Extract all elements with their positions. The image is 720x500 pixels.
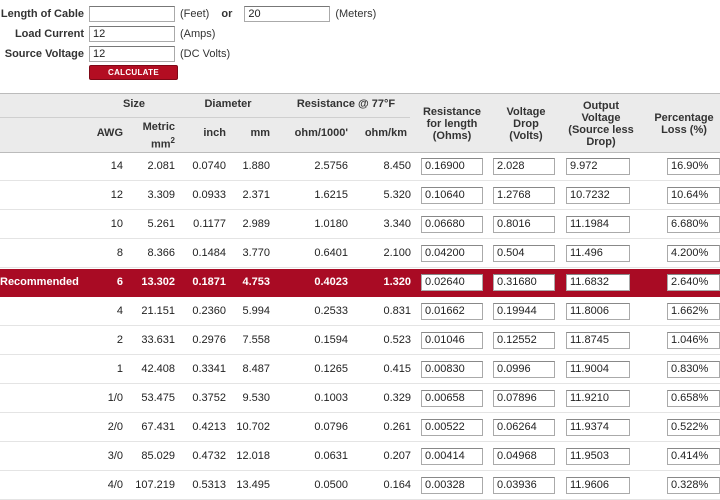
loss-box: 1.046% <box>667 332 720 349</box>
table-row <box>0 211 720 239</box>
inch-cell: 0.4732 <box>192 450 226 462</box>
mm-cell: 7.558 <box>242 334 270 346</box>
vout-box: 9.972 <box>566 158 630 175</box>
ohmkm-cell: 0.207 <box>383 450 411 462</box>
ohmkm-cell: 0.329 <box>383 392 411 404</box>
vdrop-box: 0.19944 <box>493 303 555 320</box>
ohmkm-cell: 0.261 <box>383 421 411 433</box>
vdrop-box: 0.04968 <box>493 448 555 465</box>
ohmkm-cell: 0.831 <box>383 305 411 317</box>
ohm1000-cell: 0.1003 <box>314 392 348 404</box>
ohmkm-cell: 0.523 <box>383 334 411 346</box>
inch-cell: 0.1871 <box>192 276 226 288</box>
loss-box: 0.328% <box>667 477 720 494</box>
awg-cell: 10 <box>110 218 123 230</box>
meters-input[interactable] <box>244 6 330 22</box>
loss-box: 1.662% <box>667 303 720 320</box>
vdrop-box: 1.2768 <box>493 187 555 204</box>
current-row <box>0 25 215 43</box>
vdrop-box: 2.028 <box>493 158 555 175</box>
resistance-group-header: Resistance @ 77°F <box>296 98 396 110</box>
mm-cell: 13.495 <box>236 479 270 491</box>
table-row <box>0 356 720 384</box>
table-header <box>0 93 720 153</box>
voltage-unit: (DC Volts) <box>180 48 231 60</box>
size-group-header: Size <box>122 98 145 110</box>
table-row <box>0 472 720 500</box>
vdrop-box: 0.12552 <box>493 332 555 349</box>
ohm1000-cell: 0.0631 <box>314 450 348 462</box>
metric-cell: 85.029 <box>141 450 175 462</box>
vout-box: 11.9374 <box>566 419 630 436</box>
vout-box: 10.7232 <box>566 187 630 204</box>
vout-box: 11.9210 <box>566 390 630 407</box>
meters-unit: (Meters) <box>335 8 377 20</box>
vdrop-box: 0.07896 <box>493 390 555 407</box>
loss-box: 0.658% <box>667 390 720 407</box>
metric-cell: 13.302 <box>141 276 175 288</box>
metric-header-sup: 2 <box>170 136 175 145</box>
inch-cell: 0.0933 <box>192 189 226 201</box>
length-label: Length of Cable <box>0 8 84 20</box>
inch-cell: 0.2360 <box>192 305 226 317</box>
metric-header-line1: Metric <box>142 121 175 133</box>
vout-box: 11.9503 <box>566 448 630 465</box>
cable-calculator-form <box>0 0 720 90</box>
inch-cell: 0.3752 <box>192 392 226 404</box>
vout-box: 11.496 <box>566 245 630 262</box>
mm-cell: 5.994 <box>242 305 270 317</box>
table-row <box>0 327 720 355</box>
ohmkm-cell: 0.415 <box>383 363 411 375</box>
vout-box: 11.9004 <box>566 361 630 378</box>
ohmkm-cell: 1.320 <box>383 276 411 288</box>
loss-box: 10.64% <box>667 187 720 204</box>
or-label: or <box>221 8 233 20</box>
ohm1000-cell: 2.5756 <box>314 160 348 172</box>
vout-box: 11.9606 <box>566 477 630 494</box>
res-length-box: 0.02640 <box>421 274 483 291</box>
loss-box: 6.680% <box>667 216 720 233</box>
header-divider <box>0 117 410 118</box>
ohm1000-cell: 0.1594 <box>314 334 348 346</box>
ohm1000-cell: 1.6215 <box>314 189 348 201</box>
res-length-box: 0.00522 <box>421 419 483 436</box>
ohm1000-cell: 0.4023 <box>314 276 348 288</box>
mm-cell: 2.989 <box>242 218 270 230</box>
metric-cell: 3.309 <box>147 189 175 201</box>
res-length-box: 0.01662 <box>421 303 483 320</box>
res-length-box: 0.06680 <box>421 216 483 233</box>
loss-box: 4.200% <box>667 245 720 262</box>
metric-cell: 53.475 <box>141 392 175 404</box>
mm-cell: 12.018 <box>236 450 270 462</box>
ohmkm-cell: 8.450 <box>383 160 411 172</box>
table-row-recommended <box>0 269 720 297</box>
length-row <box>0 5 376 23</box>
table-row <box>0 414 720 442</box>
res-length-box: 0.16900 <box>421 158 483 175</box>
res-length-box: 0.01046 <box>421 332 483 349</box>
awg-header: AWG <box>96 127 123 139</box>
loss-header: Percentage Loss (%) <box>654 112 714 136</box>
ohm1000-header: ohm/1000' <box>294 127 348 139</box>
table-row <box>0 153 720 181</box>
loss-box: 0.830% <box>667 361 720 378</box>
awg-cell: 12 <box>110 189 123 201</box>
mm-cell: 4.753 <box>242 276 270 288</box>
metric-cell: 42.408 <box>141 363 175 375</box>
mm-cell: 3.770 <box>242 247 270 259</box>
mm-cell: 8.487 <box>242 363 270 375</box>
current-label: Load Current <box>14 28 84 40</box>
res-length-header: Resistance for length (Ohms) <box>422 106 482 142</box>
res-length-box: 0.00328 <box>421 477 483 494</box>
recommended-label: Recommended <box>0 276 79 288</box>
table-row <box>0 182 720 210</box>
vout-box: 11.6832 <box>566 274 630 291</box>
mm-header: mm <box>250 127 270 139</box>
mm-cell: 2.371 <box>242 189 270 201</box>
ohm1000-cell: 0.2533 <box>314 305 348 317</box>
metric-cell: 2.081 <box>147 160 175 172</box>
loss-box: 0.414% <box>667 448 720 465</box>
table-row <box>0 385 720 413</box>
vdrop-box: 0.06264 <box>493 419 555 436</box>
metric-header-line2 <box>131 134 175 152</box>
vdrop-box: 0.03936 <box>493 477 555 494</box>
metric-cell: 67.431 <box>141 421 175 433</box>
ohmkm-cell: 2.100 <box>383 247 411 259</box>
mm-cell: 9.530 <box>242 392 270 404</box>
metric-header <box>131 121 175 152</box>
metric-cell: 33.631 <box>141 334 175 346</box>
ohmkm-header: ohm/km <box>364 127 407 139</box>
inch-cell: 0.4213 <box>192 421 226 433</box>
awg-cell: 1 <box>116 363 123 375</box>
metric-cell: 21.151 <box>141 305 175 317</box>
inch-cell: 0.1484 <box>192 247 226 259</box>
voltage-label: Source Voltage <box>4 48 84 60</box>
inch-cell: 0.2976 <box>192 334 226 346</box>
awg-cell: 2/0 <box>107 421 123 433</box>
ohm1000-cell: 0.0796 <box>314 421 348 433</box>
table-row <box>0 298 720 326</box>
metric-cell: 107.219 <box>135 479 175 491</box>
awg-cell: 4 <box>116 305 123 317</box>
mm-cell: 10.702 <box>236 421 270 433</box>
res-length-box: 0.00830 <box>421 361 483 378</box>
ohmkm-cell: 0.164 <box>383 479 411 491</box>
feet-unit: (Feet) <box>180 8 210 20</box>
voltage-row <box>0 45 230 63</box>
voltage-input[interactable] <box>89 46 175 62</box>
ohmkm-cell: 5.320 <box>383 189 411 201</box>
awg-cell: 6 <box>116 276 123 288</box>
table-row <box>0 240 720 268</box>
awg-cell: 14 <box>110 160 123 172</box>
current-input[interactable] <box>89 26 175 42</box>
vout-box: 11.8745 <box>566 332 630 349</box>
res-length-box: 0.00414 <box>421 448 483 465</box>
calculate-button[interactable]: CALCULATE <box>89 65 178 80</box>
awg-cell: 2 <box>116 334 123 346</box>
inch-cell: 0.3341 <box>192 363 226 375</box>
res-length-box: 0.04200 <box>421 245 483 262</box>
ohm1000-cell: 0.1265 <box>314 363 348 375</box>
vdrop-box: 0.8016 <box>493 216 555 233</box>
loss-box: 0.522% <box>667 419 720 436</box>
inch-cell: 0.1177 <box>193 218 226 230</box>
vout-header: Output Voltage (Source less Drop) <box>568 100 634 148</box>
feet-input[interactable] <box>89 6 175 22</box>
vout-box: 11.1984 <box>566 216 630 233</box>
vdrop-box: 0.31680 <box>493 274 555 291</box>
mm-cell: 1.880 <box>242 160 270 172</box>
res-length-box: 0.10640 <box>421 187 483 204</box>
inch-cell: 0.0740 <box>192 160 226 172</box>
loss-box: 16.90% <box>667 158 720 175</box>
metric-cell: 5.261 <box>147 218 175 230</box>
current-unit: (Amps) <box>180 28 216 40</box>
awg-cell: 8 <box>116 247 123 259</box>
inch-cell: 0.5313 <box>192 479 226 491</box>
vdrop-header: Voltage Drop (Volts) <box>506 106 546 142</box>
ohm1000-cell: 0.0500 <box>314 479 348 491</box>
table-row <box>0 443 720 471</box>
vdrop-box: 0.0996 <box>493 361 555 378</box>
vdrop-box: 0.504 <box>493 245 555 262</box>
awg-cell: 4/0 <box>107 479 123 491</box>
vout-box: 11.8006 <box>566 303 630 320</box>
metric-header-unit: mm <box>150 138 171 151</box>
ohm1000-cell: 0.6401 <box>314 247 348 259</box>
ohm1000-cell: 1.0180 <box>314 218 348 230</box>
metric-cell: 8.366 <box>147 247 175 259</box>
awg-cell: 3/0 <box>107 450 123 462</box>
res-length-box: 0.00658 <box>421 390 483 407</box>
loss-box: 2.640% <box>667 274 720 291</box>
diameter-group-header: Diameter <box>204 98 252 110</box>
ohmkm-cell: 3.340 <box>383 218 411 230</box>
awg-cell: 1/0 <box>107 392 123 404</box>
inch-header: inch <box>203 127 226 139</box>
